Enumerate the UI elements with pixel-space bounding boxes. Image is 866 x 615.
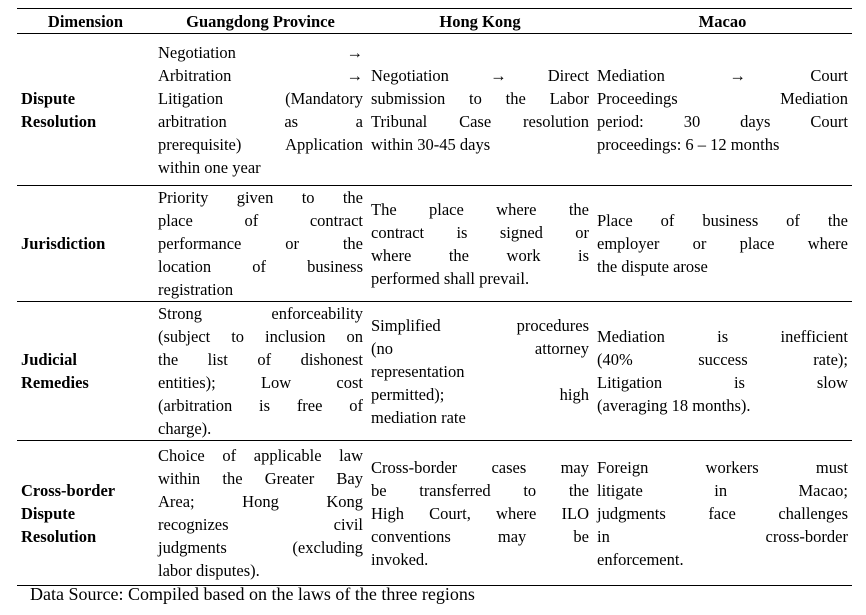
cell-text-line: entities); Low cost [158,373,363,392]
cell-text-line: where the work is [371,245,589,265]
table-body [17,34,852,586]
cell-text-line: recognizes civil [158,515,363,534]
dimension-cell [17,186,154,302]
dimension-cell [17,34,154,186]
cell-text-line: Area; Hong Kong [158,492,363,511]
cell-text-line: the list of dishonest [158,350,363,369]
header-dimension: Dimension [47,11,124,31]
cell-text-line: charge). [158,419,212,438]
cell-text-line: Strong enforceability [158,304,363,323]
cell-text-line: Mediation → Court [597,65,848,85]
cell-text-line: judgments (excluding [158,538,363,557]
cell-text-line: representation [371,361,465,381]
guangdong-cell [154,186,367,302]
cell-text-line: Arbitration → [158,65,363,85]
table-header [17,9,852,34]
cell-text-line: within the Greater Bay [158,469,363,488]
cell-text-line: The place where the [371,199,589,219]
cell-text-line: Choice of applicable law [158,446,363,465]
cell-text-line: Priority given to the [158,188,363,207]
cell-text-line: judgments face challenges [597,503,848,523]
cell-text-line: Litigation (Mandatory [158,88,363,108]
data-source-note: Data Source: Compiled based on the laws of the three regions [30,584,475,604]
cell-text-line: within 30-45 days [371,134,491,154]
cell-text-line: arbitration as a [158,111,363,131]
hongkong-cell [367,34,593,186]
cell-text-line: Place of business of the [597,211,848,230]
cell-text-line: mediation rate [371,407,466,427]
cell-text-line: performed shall prevail. [371,268,530,288]
guangdong-cell [154,441,367,586]
table-row [17,34,852,186]
cell-text-line: Mediation is inefficient [597,327,848,346]
cell-text-line: Resolution [21,111,97,131]
cell-text-line: Resolution [21,526,97,546]
cell-text-line: proceedings: 6 – 12 months [597,134,780,154]
cell-text-line: submission to the Labor [371,88,589,108]
cell-text-line: (subject to inclusion on [158,327,363,346]
table-row [17,186,852,302]
header-hongkong: Hong Kong [439,11,521,31]
header-guangdong: Guangdong Province [186,11,335,31]
cell-text-line: Litigation is slow [597,373,848,392]
cell-text-line: (arbitration is free of [158,396,363,415]
hongkong-cell [367,186,593,302]
cell-text-line: Foreign workers must [597,457,848,477]
cell-text-line: period: 30 days Court [597,111,848,131]
cell-text-line: Proceedings Mediation [597,88,848,108]
cell-text-line: invoked. [371,549,429,569]
dimension-cell [17,302,154,441]
cell-text-line: (40% success rate); [597,350,848,369]
cell-text-line: contract is signed or [371,222,589,242]
cell-text-line: within one year [158,157,261,177]
cell-text-line: Cross-border [21,480,116,500]
cell-text-line: location of business [158,257,363,276]
guangdong-cell [154,34,367,186]
cell-text-line: Simplified procedures [371,315,589,335]
macao-cell [593,441,852,586]
cell-text-line: Remedies [21,373,89,392]
macao-cell [593,302,852,441]
cell-text-line: performance or the [158,234,363,253]
table-row [17,302,852,441]
cell-text-line: labor disputes). [158,561,260,580]
header-macao: Macao [698,11,747,31]
cell-text-line: Cross-border cases may [371,457,589,477]
cell-text-line: (averaging 18 months). [597,396,751,415]
comparison-table [17,8,852,586]
macao-cell [593,186,852,302]
hongkong-cell [367,302,593,441]
table-row [17,441,852,586]
cell-text-line: Dispute [21,88,76,108]
macao-cell [593,34,852,186]
cell-text-line: Negotiation → Direct [371,65,589,85]
cell-text-line: litigate in Macao; [597,480,848,500]
cell-text-line: Dispute [21,503,76,523]
dimension-cell [17,441,154,586]
cell-text-line: prerequisite) Application [158,134,363,154]
header-row [17,9,852,34]
cell-text-line: place of contract [158,211,363,230]
cell-text-line: registration [158,280,234,299]
cell-text-line: be transferred to the [371,480,589,500]
cell-text-line: Judicial [21,350,77,369]
cell-text-line: Jurisdiction [21,234,106,253]
cell-text-line: High Court, where ILO [371,503,589,523]
hongkong-cell [367,441,593,586]
cell-text-line: Tribunal Case resolution [371,111,589,131]
cell-text-line: conventions may be [371,526,589,546]
cell-text-line: (no attorney [371,338,589,358]
cell-text-line: in cross-border [597,526,848,546]
guangdong-cell [154,302,367,441]
cell-text-line: the dispute arose [597,257,708,276]
cell-text-line: enforcement. [597,549,684,569]
cell-text-line: permitted); high [371,384,589,404]
cell-text-line: employer or place where [597,234,848,253]
cell-text-line: Negotiation → [158,42,363,62]
